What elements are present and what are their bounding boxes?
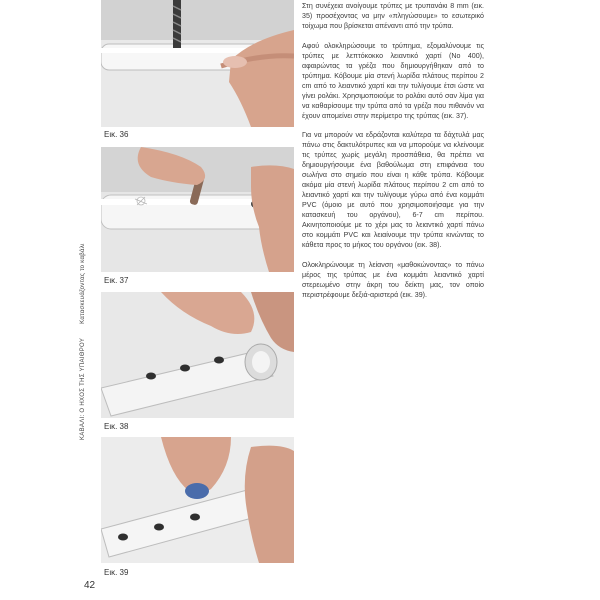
figure-38-caption: Εικ. 38 xyxy=(104,422,129,431)
running-head-subtitle: Κατασκευάζοντας το καβάλι xyxy=(80,243,86,324)
figure-36-caption: Εικ. 36 xyxy=(104,130,129,139)
page-number: 42 xyxy=(84,580,96,591)
paragraph-1: Στη συνέχεια ανοίγουμε τρύπες με τρυπανάκι 8 mm (εικ. 35) προσέχοντας να μην «πληγώσουμε» το εσωτερικό τοίχωμα που βρίσκεται απέναντι από την τρύπα. xyxy=(302,2,484,30)
finger-sanding-photo-illustration xyxy=(101,437,294,563)
figure-36-photo xyxy=(101,0,294,127)
pvc-sanding-photo-illustration xyxy=(101,292,294,418)
paragraph-4: Ολοκληρώνουμε τη λείανση «μαθοκώνοντας» το πάνω μέρος της τρύπας με ένα κομμάτι λειαντικό χαρτί στερεωμένο στην άκρη του δείκτη μας, τον οποίο περιστρέφουμε δεξιά-αριστερά (εικ. 39). xyxy=(302,260,484,299)
figure-37-caption: Εικ. 37 xyxy=(104,276,129,285)
drill-photo-illustration xyxy=(101,0,294,127)
body-text xyxy=(302,2,484,311)
figure-39-caption: Εικ. 39 xyxy=(104,568,129,577)
figure-39-photo xyxy=(101,437,294,563)
figure-37-photo xyxy=(101,147,294,272)
paragraph-2: Αφού ολοκληρώσουμε το τρύπημα, εξομαλύνουμε τις τρύπες με λεπτόκοκκο λειαντικό χαρτί (Νο 400), αφαιρώντας τα γρέζα που δημιουργήθηκαν από το τρύπημα. Κόβουμε μία στενή λωρίδα πλάτους περίπου 2 cm από το λειαντικό χαρτί και την τυλίγουμε έτσι ώστε να γίνει ρολάκι. Χρησιμοποιούμε το ρολάκι αυτό σαν λίμα για να καθαρίσουμε την τρύπα από τα γρέζα που πιθανόν να έχουν απομείνει στην περίμετρο της τρύπας (εικ. 37). xyxy=(302,41,484,120)
running-head xyxy=(80,243,86,440)
paragraph-3: Για να μπορούν να εδράζονται καλύτερα τα δάχτυλά μας πάνω στις δακτυλότρυπες και να μπορούμε να κλείνουμε τις τρύπες χωρίς μεγάλη προσπάθεια, θα πρέπει να δημιουργήσουμε ένα βαθούλωμα στη επιφάνεια του σωλήνα στο σημείο που είναι η κάθε τρύπα. Κόβουμε ακόμα μία στενή λωρίδα πλάτους περίπου 2 cm από το λειαντικό χαρτί και την τυλίγουμε γύρω από ένα κομμάτι PVC (όμοιο με αυτό που χρησιμοποιήσαμε για την κατασκευή του οργάνου), 6-7 cm περίπου. Ακινητοποιούμε με το χέρι μας το λειαντικό χαρτί πάνω στο κομμάτι PVC και λειαίνουμε την τρύπα κινώντας το κάθετα προς το μήκος του οργάνου (εικ. 38). xyxy=(302,131,484,249)
running-head-title: ΚΑΒΑΛΙ: Ο ΗΧΟΣ ΤΗΣ ΥΠΑΙΘΡΟΥ xyxy=(80,337,86,440)
sanding-roll-photo-illustration xyxy=(101,147,294,272)
figure-38-photo xyxy=(101,292,294,418)
